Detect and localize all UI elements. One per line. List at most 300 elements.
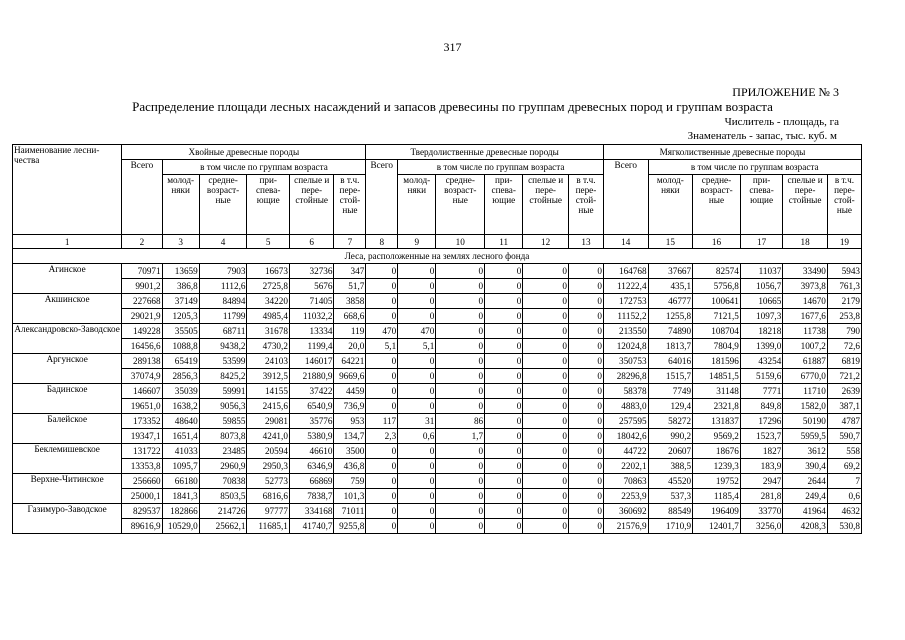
stock-cell: 1523,7 — [740, 429, 782, 444]
stock-cell: 0 — [436, 279, 485, 294]
table-row — [13, 459, 862, 474]
area-cell: 196409 — [693, 504, 741, 519]
header-middle: средне-возраст-ные — [436, 175, 485, 235]
area-cell: 172753 — [603, 294, 648, 309]
stock-cell: 0 — [485, 429, 523, 444]
area-cell: 0 — [568, 354, 603, 369]
area-cell: 34220 — [247, 294, 289, 309]
table-row — [13, 279, 862, 294]
stock-cell: 21576,9 — [603, 519, 648, 534]
area-cell: 182866 — [162, 504, 199, 519]
table-row — [13, 399, 862, 414]
table-row — [13, 264, 862, 279]
area-cell: 7771 — [740, 384, 782, 399]
header-by-age-softwood: в том числе по группам возраста — [648, 160, 861, 175]
stock-cell: 1,7 — [436, 429, 485, 444]
stock-cell: 0 — [523, 399, 569, 414]
area-cell: 360692 — [603, 504, 648, 519]
area-cell: 334168 — [289, 504, 334, 519]
stock-cell: 25662,1 — [199, 519, 247, 534]
area-cell: 0 — [366, 294, 398, 309]
area-cell: 214726 — [199, 504, 247, 519]
stock-cell: 0 — [568, 519, 603, 534]
area-cell: 0 — [523, 264, 569, 279]
header-row-groups — [13, 145, 862, 160]
stock-cell: 0 — [485, 399, 523, 414]
area-cell: 97777 — [247, 504, 289, 519]
area-cell: 46777 — [648, 294, 693, 309]
area-cell: 0 — [485, 324, 523, 339]
area-cell: 0 — [523, 354, 569, 369]
area-cell: 146607 — [122, 384, 162, 399]
area-cell: 289138 — [122, 354, 162, 369]
stock-cell: 6816,6 — [247, 489, 289, 504]
stock-cell: 1841,3 — [162, 489, 199, 504]
stock-cell: 1651,4 — [162, 429, 199, 444]
area-cell: 41033 — [162, 444, 199, 459]
area-cell: 88549 — [648, 504, 693, 519]
forest-distribution-table — [12, 144, 862, 534]
column-number: 12 — [523, 235, 569, 249]
area-cell: 5943 — [827, 264, 861, 279]
stock-cell: 28296,8 — [603, 369, 648, 384]
area-cell: 64221 — [334, 354, 366, 369]
stock-cell: 0 — [568, 339, 603, 354]
area-cell: 953 — [334, 414, 366, 429]
area-cell: 71405 — [289, 294, 334, 309]
table-row — [13, 369, 862, 384]
area-cell: 0 — [366, 474, 398, 489]
area-cell: 0 — [485, 294, 523, 309]
stock-cell: 101,3 — [334, 489, 366, 504]
area-cell: 4459 — [334, 384, 366, 399]
column-number: 6 — [289, 235, 334, 249]
area-cell: 31148 — [693, 384, 741, 399]
header-total-softwood: Всего — [603, 160, 648, 235]
header-conifer: Хвойные древесные породы — [122, 145, 366, 160]
forestry-name: Аргунское — [13, 354, 122, 384]
header-by-age-hardwood: в том числе по группам возраста — [398, 160, 604, 175]
document-title: Распределение площади лесных насаждений и запасов древесины по группам древесных пород и группам возраста — [132, 99, 773, 114]
area-cell: 33770 — [740, 504, 782, 519]
stock-cell: 4730,2 — [247, 339, 289, 354]
area-cell: 0 — [398, 264, 436, 279]
area-cell: 3858 — [334, 294, 366, 309]
stock-cell: 1239,3 — [693, 459, 741, 474]
area-cell: 0 — [398, 504, 436, 519]
stock-cell: 6770,0 — [783, 369, 828, 384]
area-cell: 0 — [436, 384, 485, 399]
stock-cell: 41740,7 — [289, 519, 334, 534]
area-cell: 0 — [568, 444, 603, 459]
area-cell: 3500 — [334, 444, 366, 459]
stock-cell: 253,8 — [827, 309, 861, 324]
area-cell: 45520 — [648, 474, 693, 489]
stock-cell: 9255,8 — [334, 519, 366, 534]
area-cell: 31 — [398, 414, 436, 429]
stock-cell: 3973,8 — [783, 279, 828, 294]
area-cell: 44722 — [603, 444, 648, 459]
stock-cell: 1399,0 — [740, 339, 782, 354]
stock-cell: 990,2 — [648, 429, 693, 444]
area-cell: 11037 — [740, 264, 782, 279]
stock-cell: 0 — [436, 339, 485, 354]
header-middle: средне-возраст-ные — [199, 175, 247, 235]
stock-cell: 0 — [398, 489, 436, 504]
table-row — [13, 429, 862, 444]
stock-cell: 1097,3 — [740, 309, 782, 324]
stock-cell: 10529,0 — [162, 519, 199, 534]
table-row — [13, 489, 862, 504]
stock-cell: 9901,2 — [122, 279, 162, 294]
stock-cell: 0 — [485, 489, 523, 504]
column-number: 9 — [398, 235, 436, 249]
stock-cell: 19347,1 — [122, 429, 162, 444]
area-cell: 0 — [568, 264, 603, 279]
stock-cell: 18042,6 — [603, 429, 648, 444]
area-cell: 33490 — [783, 264, 828, 279]
header-young: молод-няки — [648, 175, 693, 235]
stock-cell: 388,5 — [648, 459, 693, 474]
stock-cell: 0 — [485, 309, 523, 324]
area-cell: 0 — [485, 414, 523, 429]
area-cell: 100641 — [693, 294, 741, 309]
area-cell: 84894 — [199, 294, 247, 309]
stock-cell: 5159,6 — [740, 369, 782, 384]
area-cell: 19752 — [693, 474, 741, 489]
area-cell: 18218 — [740, 324, 782, 339]
area-cell: 181596 — [693, 354, 741, 369]
forestry-name: Газимуро-Заводское — [13, 504, 122, 534]
stock-cell: 0 — [436, 309, 485, 324]
stock-cell: 1007,2 — [783, 339, 828, 354]
stock-cell: 1582,0 — [783, 399, 828, 414]
area-cell: 2947 — [740, 474, 782, 489]
stock-cell: 1255,8 — [648, 309, 693, 324]
stock-cell: 20,0 — [334, 339, 366, 354]
forestry-name: Агинское — [13, 264, 122, 294]
area-cell: 37149 — [162, 294, 199, 309]
area-cell: 58378 — [603, 384, 648, 399]
area-cell: 48640 — [162, 414, 199, 429]
column-number: 16 — [693, 235, 741, 249]
area-cell: 0 — [436, 294, 485, 309]
area-cell: 20607 — [648, 444, 693, 459]
stock-cell: 8073,8 — [199, 429, 247, 444]
stock-cell: 6540,9 — [289, 399, 334, 414]
stock-cell: 0 — [398, 369, 436, 384]
area-cell: 41964 — [783, 504, 828, 519]
stock-cell: 13353,8 — [122, 459, 162, 474]
area-cell: 131837 — [693, 414, 741, 429]
stock-cell: 183,9 — [740, 459, 782, 474]
area-cell: 558 — [827, 444, 861, 459]
area-cell: 11710 — [783, 384, 828, 399]
area-cell: 0 — [436, 324, 485, 339]
header-premature: при-спева-ющие — [485, 175, 523, 235]
table-row — [13, 504, 862, 519]
stock-cell: 436,8 — [334, 459, 366, 474]
stock-cell: 1095,7 — [162, 459, 199, 474]
area-cell: 61887 — [783, 354, 828, 369]
area-cell: 70971 — [122, 264, 162, 279]
column-number: 15 — [648, 235, 693, 249]
stock-cell: 5380,9 — [289, 429, 334, 444]
stock-cell: 19651,0 — [122, 399, 162, 414]
area-cell: 46610 — [289, 444, 334, 459]
area-cell: 149228 — [122, 324, 162, 339]
stock-cell: 7838,7 — [289, 489, 334, 504]
stock-cell: 0 — [398, 519, 436, 534]
area-cell: 31678 — [247, 324, 289, 339]
area-cell: 6819 — [827, 354, 861, 369]
area-cell: 347 — [334, 264, 366, 279]
stock-cell: 4985,4 — [247, 309, 289, 324]
stock-cell: 9569,2 — [693, 429, 741, 444]
area-cell: 66869 — [289, 474, 334, 489]
area-cell: 0 — [568, 504, 603, 519]
stock-cell: 1088,8 — [162, 339, 199, 354]
area-cell: 66180 — [162, 474, 199, 489]
area-cell: 829537 — [122, 504, 162, 519]
area-cell: 82574 — [693, 264, 741, 279]
stock-cell: 16456,6 — [122, 339, 162, 354]
stock-cell: 25000,1 — [122, 489, 162, 504]
area-cell: 0 — [436, 264, 485, 279]
area-cell: 4787 — [827, 414, 861, 429]
appendix-label: ПРИЛОЖЕНИЕ № 3 — [732, 85, 839, 99]
column-number: 10 — [436, 235, 485, 249]
stock-cell: 37074,9 — [122, 369, 162, 384]
area-cell: 0 — [568, 324, 603, 339]
area-cell: 17296 — [740, 414, 782, 429]
stock-cell: 0 — [366, 399, 398, 414]
area-cell: 759 — [334, 474, 366, 489]
area-cell: 86 — [436, 414, 485, 429]
stock-cell: 72,6 — [827, 339, 861, 354]
column-number: 5 — [247, 235, 289, 249]
stock-cell: 89616,9 — [122, 519, 162, 534]
stock-cell: 2950,3 — [247, 459, 289, 474]
area-cell: 117 — [366, 414, 398, 429]
stock-cell: 11799 — [199, 309, 247, 324]
stock-cell: 0 — [568, 489, 603, 504]
forestry-name: Александровско-Заводское — [13, 324, 122, 354]
stock-cell: 2202,1 — [603, 459, 648, 474]
area-cell: 35039 — [162, 384, 199, 399]
stock-cell: 0 — [568, 429, 603, 444]
stock-cell: 69,2 — [827, 459, 861, 474]
area-cell: 64016 — [648, 354, 693, 369]
stock-cell: 11032,2 — [289, 309, 334, 324]
stock-cell: 0 — [568, 399, 603, 414]
area-cell: 35505 — [162, 324, 199, 339]
forestry-name: Акшинское — [13, 294, 122, 324]
area-cell: 256660 — [122, 474, 162, 489]
stock-cell: 0 — [436, 399, 485, 414]
stock-cell: 3256,0 — [740, 519, 782, 534]
area-cell: 0 — [523, 324, 569, 339]
stock-cell: 0 — [398, 459, 436, 474]
table-row — [13, 339, 862, 354]
area-cell: 14670 — [783, 294, 828, 309]
area-cell: 350753 — [603, 354, 648, 369]
stock-cell: 1710,9 — [648, 519, 693, 534]
area-cell: 0 — [523, 474, 569, 489]
column-number: 1 — [13, 235, 122, 249]
area-cell: 7749 — [648, 384, 693, 399]
area-cell: 164768 — [603, 264, 648, 279]
stock-cell: 2856,3 — [162, 369, 199, 384]
area-cell: 37667 — [648, 264, 693, 279]
column-number: 3 — [162, 235, 199, 249]
table-row — [13, 414, 862, 429]
area-cell: 10665 — [740, 294, 782, 309]
stock-cell: 537,3 — [648, 489, 693, 504]
area-cell: 13334 — [289, 324, 334, 339]
stock-cell: 51,7 — [334, 279, 366, 294]
stock-cell: 0 — [568, 309, 603, 324]
stock-cell: 1515,7 — [648, 369, 693, 384]
area-cell: 0 — [366, 354, 398, 369]
area-cell: 146017 — [289, 354, 334, 369]
column-number: 13 — [568, 235, 603, 249]
table-row — [13, 309, 862, 324]
area-cell: 0 — [436, 354, 485, 369]
stock-cell: 129,4 — [648, 399, 693, 414]
page-number: 317 — [443, 40, 462, 54]
table-row — [13, 354, 862, 369]
area-cell: 58272 — [648, 414, 693, 429]
area-cell: 0 — [398, 384, 436, 399]
denominator-note: Знаменатель - запас, тыс. куб. м — [687, 130, 837, 142]
table-row — [13, 444, 862, 459]
table-row — [13, 519, 862, 534]
section-title: Леса, расположенные на землях лесного фонда — [13, 249, 862, 264]
stock-cell: 9438,2 — [199, 339, 247, 354]
stock-cell: 849,8 — [740, 399, 782, 414]
area-cell: 0 — [485, 504, 523, 519]
area-cell: 18676 — [693, 444, 741, 459]
area-cell: 71011 — [334, 504, 366, 519]
header-mature: спелые и пере-стойные — [523, 175, 569, 235]
header-by-age-conifer: в том числе по группам возраста — [162, 160, 366, 175]
area-cell: 0 — [436, 504, 485, 519]
area-cell: 790 — [827, 324, 861, 339]
area-cell: 74890 — [648, 324, 693, 339]
stock-cell: 11685,1 — [247, 519, 289, 534]
stock-cell: 0 — [568, 369, 603, 384]
area-cell: 173352 — [122, 414, 162, 429]
area-cell: 7903 — [199, 264, 247, 279]
stock-cell: 6346,9 — [289, 459, 334, 474]
area-cell: 53599 — [199, 354, 247, 369]
stock-cell: 14851,5 — [693, 369, 741, 384]
area-cell: 108704 — [693, 324, 741, 339]
area-cell: 0 — [485, 384, 523, 399]
stock-cell: 7804,9 — [693, 339, 741, 354]
area-cell: 0 — [436, 444, 485, 459]
stock-cell: 9056,3 — [199, 399, 247, 414]
area-cell: 0 — [398, 294, 436, 309]
area-cell: 7 — [827, 474, 861, 489]
header-premature: при-спева-ющие — [247, 175, 289, 235]
stock-cell: 1638,2 — [162, 399, 199, 414]
area-cell: 11738 — [783, 324, 828, 339]
area-cell: 4632 — [827, 504, 861, 519]
stock-cell: 12024,8 — [603, 339, 648, 354]
stock-cell: 0 — [436, 489, 485, 504]
stock-cell: 0 — [568, 279, 603, 294]
stock-cell: 2253,9 — [603, 489, 648, 504]
stock-cell: 0 — [485, 459, 523, 474]
stock-cell: 0 — [523, 279, 569, 294]
forestry-name: Верхне-Читинское — [13, 474, 122, 504]
area-cell: 0 — [398, 354, 436, 369]
area-cell: 59855 — [199, 414, 247, 429]
stock-cell: 0,6 — [827, 489, 861, 504]
stock-cell: 2321,8 — [693, 399, 741, 414]
stock-cell: 0 — [523, 519, 569, 534]
area-cell: 0 — [366, 384, 398, 399]
area-cell: 470 — [398, 324, 436, 339]
section-row — [13, 249, 862, 264]
area-cell: 43254 — [740, 354, 782, 369]
stock-cell: 9669,6 — [334, 369, 366, 384]
area-cell: 0 — [398, 444, 436, 459]
area-cell: 1827 — [740, 444, 782, 459]
stock-cell: 668,6 — [334, 309, 366, 324]
stock-cell: 2960,9 — [199, 459, 247, 474]
area-cell: 0 — [436, 474, 485, 489]
stock-cell: 21880,9 — [289, 369, 334, 384]
stock-cell: 435,1 — [648, 279, 693, 294]
area-cell: 0 — [568, 294, 603, 309]
stock-cell: 386,8 — [162, 279, 199, 294]
area-cell: 0 — [485, 444, 523, 459]
stock-cell: 2725,8 — [247, 279, 289, 294]
stock-cell: 0 — [568, 459, 603, 474]
stock-cell: 1185,4 — [693, 489, 741, 504]
stock-cell: 736,9 — [334, 399, 366, 414]
area-cell: 70863 — [603, 474, 648, 489]
stock-cell: 0 — [366, 459, 398, 474]
header-incl-over: в т.ч. пере-стой-ные — [334, 175, 366, 235]
stock-cell: 5756,8 — [693, 279, 741, 294]
stock-cell: 530,8 — [827, 519, 861, 534]
area-cell: 227668 — [122, 294, 162, 309]
stock-cell: 0 — [398, 279, 436, 294]
header-total-conifer: Всего — [122, 160, 162, 235]
stock-cell: 1677,6 — [783, 309, 828, 324]
forestry-name: Балейское — [13, 414, 122, 444]
stock-cell: 12401,7 — [693, 519, 741, 534]
stock-cell: 1199,4 — [289, 339, 334, 354]
header-young: молод-няки — [162, 175, 199, 235]
stock-cell: 0 — [366, 309, 398, 324]
header-row-age — [13, 160, 862, 175]
stock-cell: 0 — [485, 369, 523, 384]
stock-cell: 4208,3 — [783, 519, 828, 534]
column-number: 17 — [740, 235, 782, 249]
area-cell: 70838 — [199, 474, 247, 489]
stock-cell: 0 — [523, 489, 569, 504]
stock-cell: 0 — [398, 399, 436, 414]
stock-cell: 0 — [366, 489, 398, 504]
stock-cell: 2415,6 — [247, 399, 289, 414]
area-cell: 0 — [485, 354, 523, 369]
header-young: молод-няки — [398, 175, 436, 235]
